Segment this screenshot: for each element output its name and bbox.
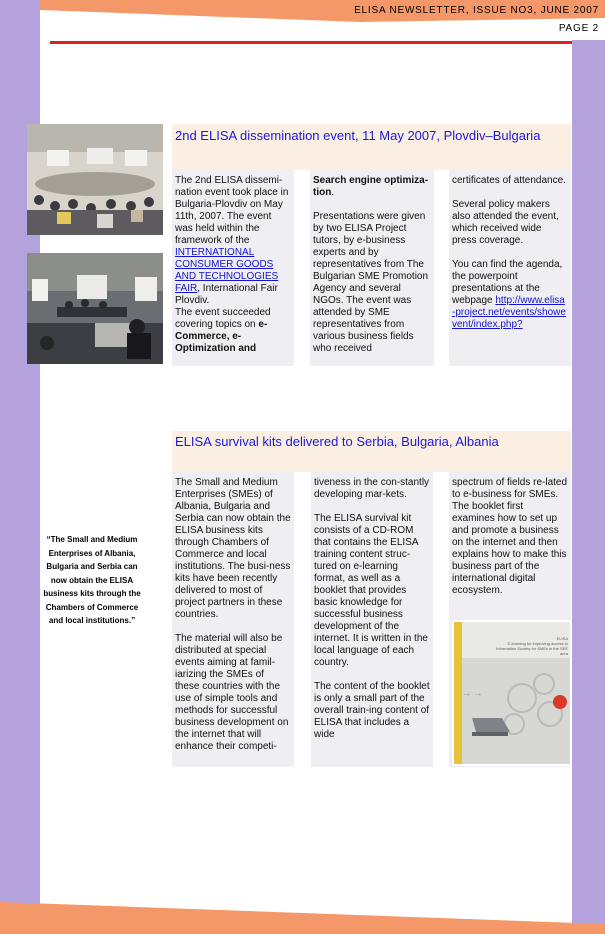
elisa-event-link[interactable]: http://www.elisa-project.net/events/showevent/index.php? <box>452 295 566 330</box>
article2-col3-paragraph-1: spectrum of fields re-lated to e-business for SMEs. The booklet first examines how to set up and promote a business on the internet and then explains how to make this business part of the international digital ecosystem. <box>452 477 568 596</box>
article2-col2-paragraph-1: tiveness in the con-stantly developing mar-kets. <box>314 477 430 500</box>
article2-col2-paragraph-2: The ELISA survival kit consists of a CD-ROM that contains the ELISA training content struc-tured on e-learning format, as well as a booklet that provides basic knowledge for successful business development of the internet. It is written in the local language of each country. <box>314 513 428 668</box>
article1-col2-bold-lead: Search engine optimiza-tion <box>313 175 429 198</box>
article2-column-1 <box>172 472 294 767</box>
svg-text:→ →: → → <box>462 688 483 698</box>
article2-title: ELISA survival kits delivered to Serbia, Bulgaria, Albania <box>172 431 571 472</box>
fair-link[interactable]: INTERNATIONAL CONSUMER GOODS AND TECHNOLOGIES FAIR <box>175 247 279 294</box>
article1-column-3 <box>449 170 571 366</box>
article1-col1-intro: The 2nd ELISA dissemi-nation event took place in Bulgaria-Plovdiv on May 11th, 2007. The event was held within the framework of the <box>175 175 289 246</box>
article2-col1-paragraph-1: The Small and Medium Enterprises (SMEs) of Albania, Bulgaria and Serbia can now obtain the ELISA business kits through Chambers of Commerce and local institutions. The busi-ness kits have been recently delivered to most of project partners in these countries. <box>175 477 291 620</box>
article1-col3-paragraph-3: You can find the agenda, the powerpoint presentations at the webpage <box>452 259 563 306</box>
article1-col3-paragraph-2: Several policy makers also attended the event, which received wide press coverage. <box>452 199 559 246</box>
newsletter-issue-line: ELISA NEWSLETTER, ISSUE NO3, JUNE 2007 <box>354 5 599 16</box>
header-rule <box>50 41 572 44</box>
right-frame-band <box>572 0 605 934</box>
page-number: PAGE 2 <box>558 23 599 34</box>
article2-col1-paragraph-2: The material will also be distributed at special events aiming at famil-iarizing the SMEs of these countries with the use of simple tools and methods for successful business development on the internet that will enhance their competi- <box>175 633 289 752</box>
article1-col2-lead-end: . <box>331 187 335 198</box>
article2-column-2 <box>311 472 433 767</box>
event-photo-audience <box>27 124 163 235</box>
bottom-frame-band <box>0 890 605 934</box>
article2-col2-paragraph-3: The content of the booklet is only a small part of the overall train-ing content of ELISA that includes a wide <box>314 681 430 740</box>
article1-col1-intro-end: , International Fair Plovdiv. <box>175 283 278 306</box>
pull-quote: “The Small and Medium Enterprises of Albania, Bulgaria and Serbia can now obtain the ELISA business kits through the Chambers of Commerce and local institutions.” <box>43 535 141 625</box>
article1-col3-paragraph-1: certificates of attendance. <box>452 175 566 186</box>
event-photo-presentation <box>27 253 163 364</box>
article1-col2-paragraph: Presentations were given by two ELISA Project tutors, by e-business experts and by representatives from The Bulgarian SME Promotion Agency and several NGOs. The event was attended by SME representatives from various business fields who received <box>313 211 429 354</box>
article1-column-1 <box>172 170 294 366</box>
booklet-brand: ELISA <box>556 636 568 641</box>
article1-col1-topics: The event succeeded covering topics on <box>175 307 271 330</box>
article1-col1-topics-bold: e-Commerce, e-Optimization and <box>175 319 268 354</box>
booklet-subtitle: E-learning for improving access to Information Society for SMEs in the SEE area <box>496 641 568 656</box>
article1-column-2 <box>310 170 434 366</box>
article1-title: 2nd ELISA dissemination event, 11 May 2007, Plovdiv–Bulgaria <box>172 124 571 170</box>
booklet-cover-image <box>452 620 572 766</box>
